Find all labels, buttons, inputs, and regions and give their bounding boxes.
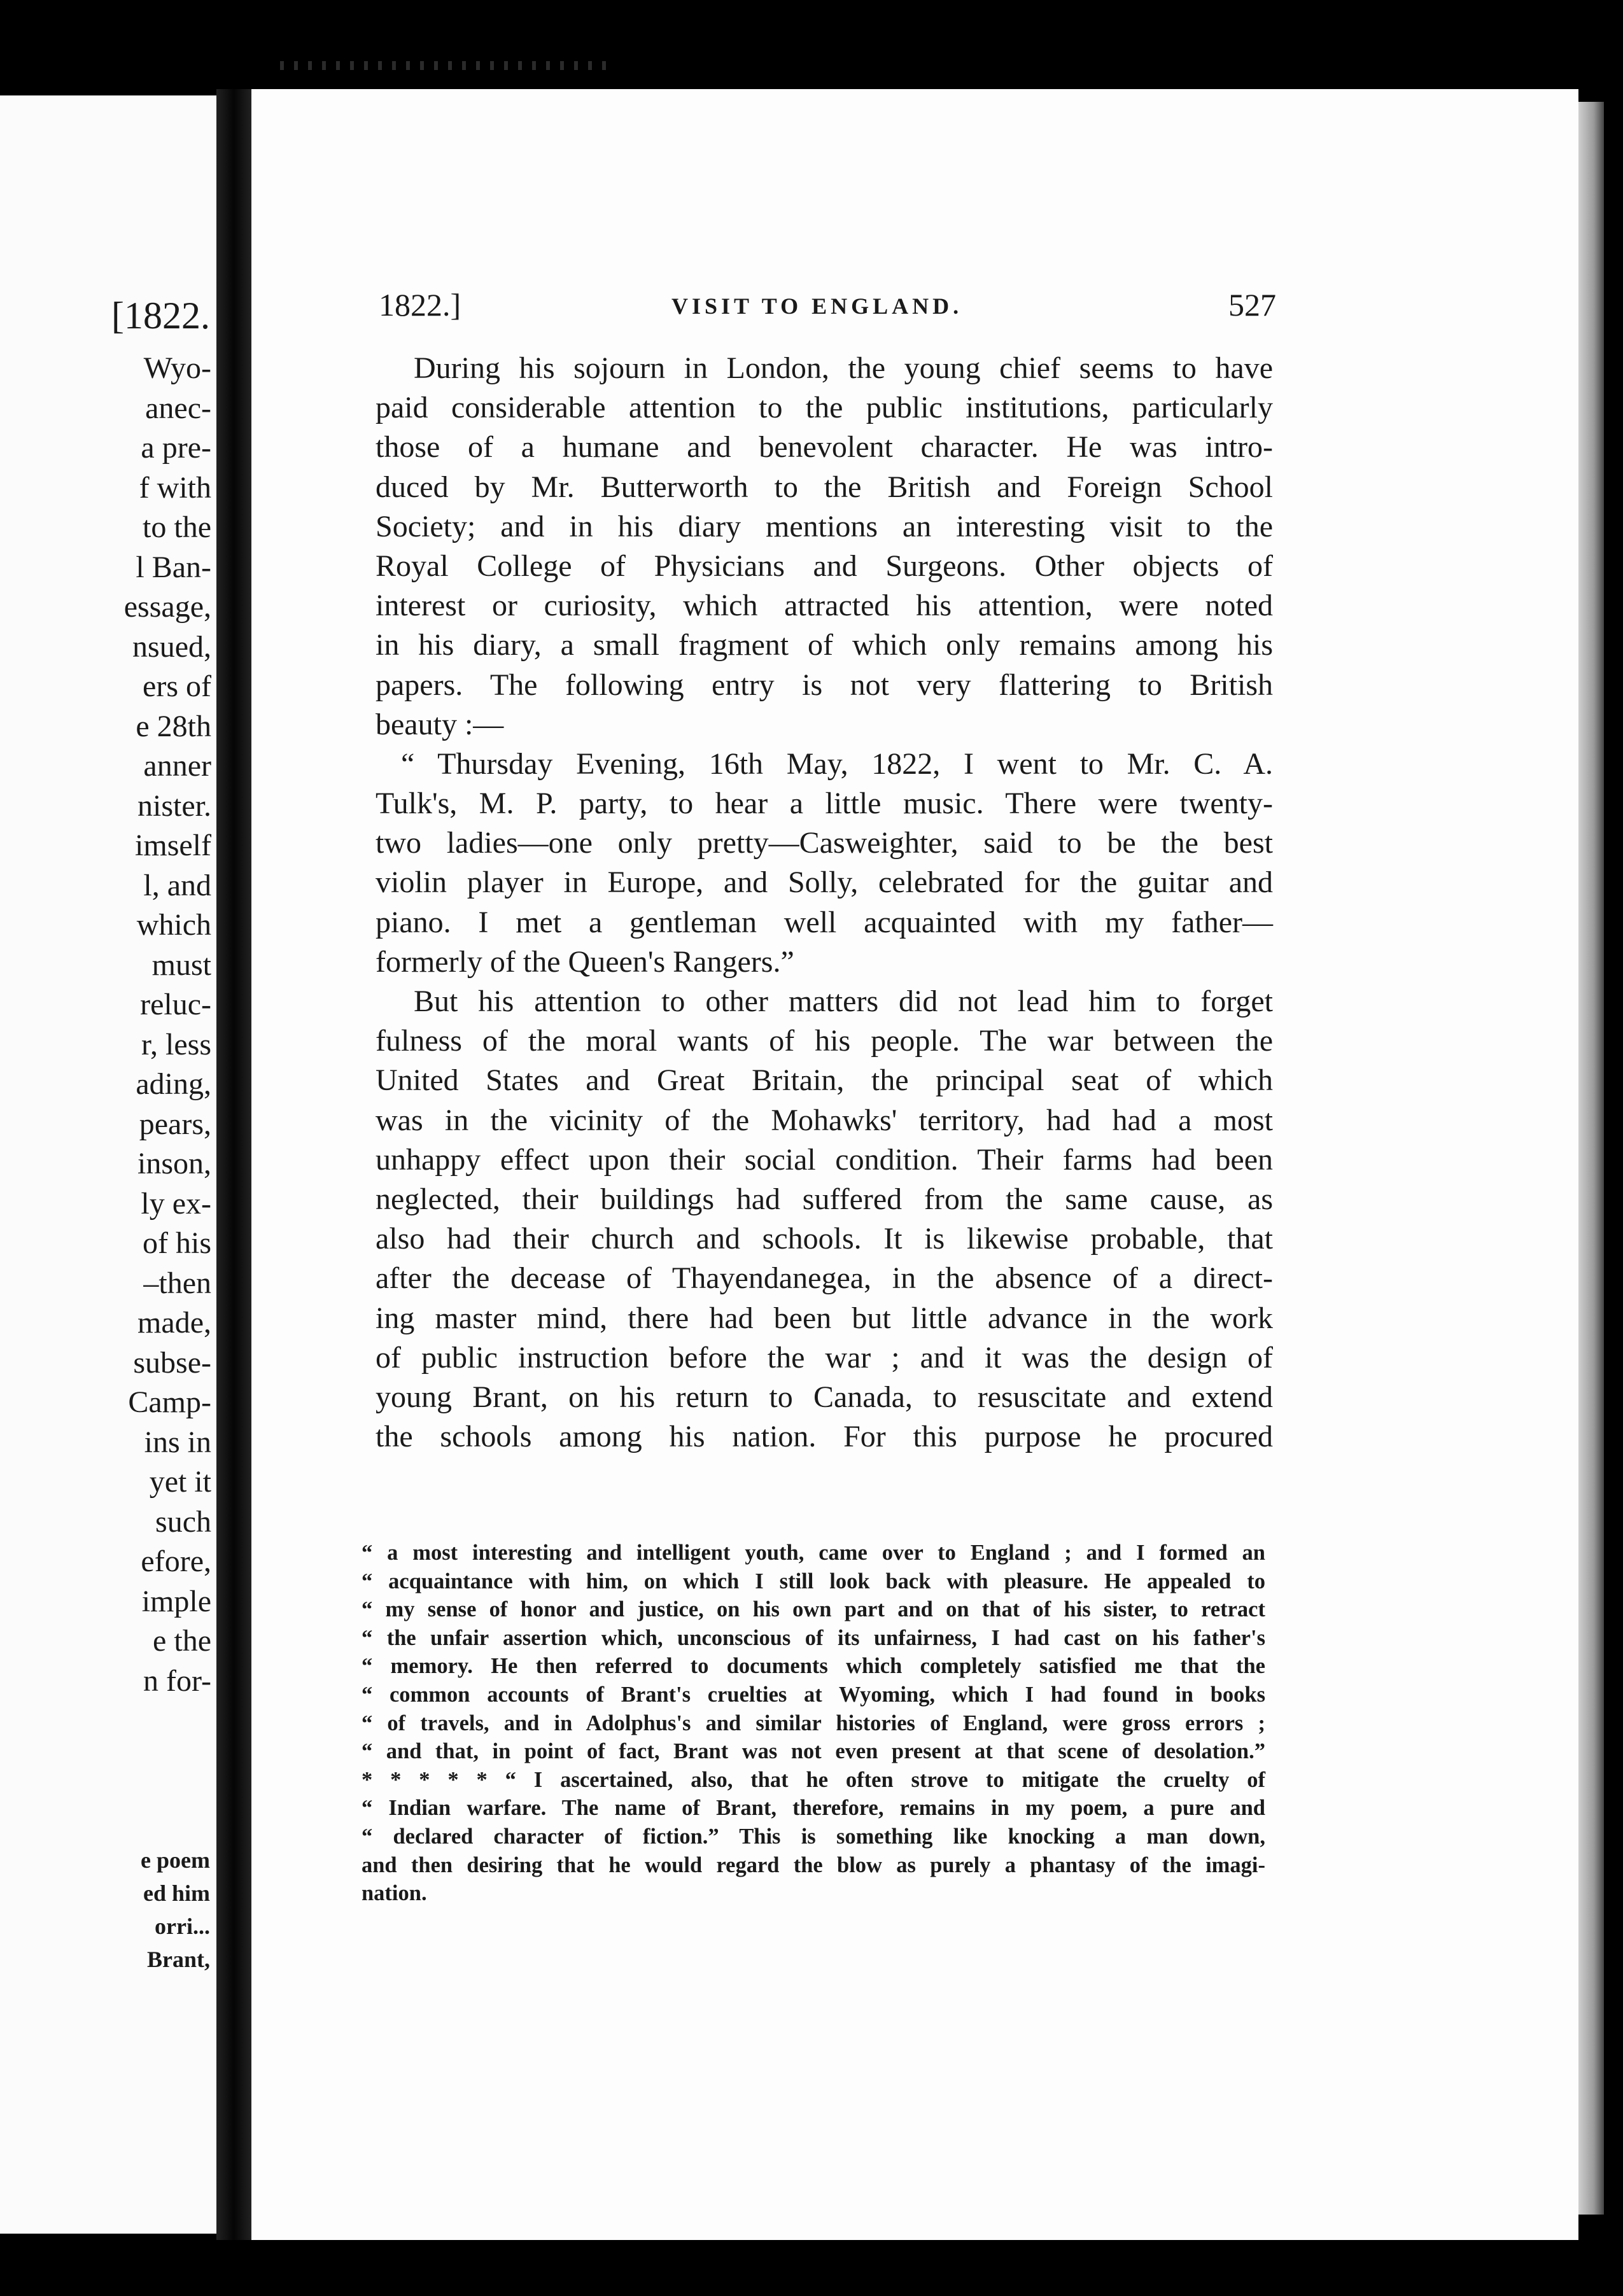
footnote-line: nation. (362, 1881, 427, 1906)
previous-page-line: which (136, 908, 211, 942)
text-line: ing master mind, there had been but little advance in the work (376, 1301, 1273, 1335)
text-line: During his sojourn in London, the young chief seems to have (414, 351, 1273, 385)
previous-page-note-line: ed him (143, 1880, 210, 1906)
footnote-line: “ and that, in point of fact, Brant was not even present at that scene of desolation.” (362, 1739, 1265, 1764)
previous-page-note-line: Brant, (147, 1947, 210, 1972)
footnote-line: * * * * * “ I ascertained, also, that he often strove to mitigate the cruelty of (362, 1767, 1265, 1792)
text-line: of public instruction before the war ; and it was the design of (376, 1340, 1273, 1375)
footnote (362, 1539, 1265, 1908)
footnote-line: “ my sense of honor and justice, on his own part and on that of his sister, to retract (362, 1597, 1265, 1622)
previous-page-line: inson, (137, 1147, 211, 1180)
footnote-line: “ memory. He then referred to documents which completely satisfied me that the (362, 1654, 1265, 1679)
previous-page-line: efore, (141, 1544, 211, 1578)
previous-page-line: made, (137, 1306, 211, 1340)
footnote-line: “ a most interesting and intelligent youth, came over to England ; and I formed an (362, 1541, 1265, 1565)
footnote-line: “ of travels, and in Adolphus's and similar histories of England, were gross errors ; (362, 1711, 1265, 1735)
previous-page-line: ly ex- (141, 1186, 211, 1221)
previous-page-line: Camp- (128, 1385, 211, 1419)
page-number: 527 (1228, 287, 1276, 323)
previous-page-line: must (151, 948, 211, 982)
previous-page-line: nsued, (132, 629, 211, 664)
previous-page-line: such (155, 1504, 211, 1539)
previous-page-line: ins in (144, 1425, 211, 1459)
text-line: Society; and in his diary mentions an interesting visit to the (376, 509, 1273, 543)
previous-page-line: to the (143, 510, 211, 544)
previous-page-line: anec- (145, 391, 211, 425)
previous-page-line: of his (143, 1226, 211, 1260)
previous-page-header: [1822. (111, 295, 210, 337)
text-line: Royal College of Physicians and Surgeons. Other objects of (376, 549, 1273, 583)
text-line: papers. The following entry is not very flattering to British (376, 668, 1273, 702)
text-line: also had their church and schools. It is likewise probable, that (376, 1222, 1273, 1256)
footnote-line: “ Indian warfare. The name of Brant, therefore, remains in my poem, a pure and (362, 1796, 1265, 1821)
body-text (376, 349, 1273, 1457)
footnote-line: “ the unfair assertion which, unconscious of its unfairness, I had cast on his father's (362, 1625, 1265, 1650)
text-line: “ Thursday Evening, 16th May, 1822, I went to Mr. C. A. (401, 746, 1273, 781)
previous-page-line: subse- (133, 1345, 211, 1380)
previous-page-line: nister. (137, 788, 211, 823)
previous-page-line: yet it (149, 1465, 211, 1499)
text-line: beauty :— (376, 707, 504, 741)
text-line: paid considerable attention to the public institutions, particularly (376, 391, 1273, 425)
text-line: those of a humane and benevolent character. He was intro- (376, 430, 1273, 465)
text-line: But his attention to other matters did not lead him to forget (414, 984, 1273, 1018)
previous-page-line: pears, (139, 1107, 211, 1141)
footnote-line: “ common accounts of Brant's cruelties at Wyoming, which I had found in books (362, 1682, 1265, 1707)
previous-page-note-line: orri... (155, 1914, 210, 1939)
text-line: Tulk's, M. P. party, to hear a little music. There were twenty- (376, 787, 1273, 821)
previous-page-line: l, and (143, 868, 211, 902)
running-head (379, 286, 1276, 337)
previous-page-line: Wyo- (143, 351, 211, 385)
text-line: neglected, their buildings had suffered from the same cause, as (376, 1182, 1273, 1216)
text-line: was in the vicinity of the Mohawks' territory, had had a most (376, 1103, 1273, 1137)
previous-page-line: imple (141, 1584, 211, 1618)
footnote-line: and then desiring that he would regard the blow as purely a phantasy of the imagi- (362, 1852, 1265, 1877)
text-line: duced by Mr. Butterworth to the British and Foreign School (376, 470, 1273, 504)
footnote-line: “ acquaintance with him, on which I still look back with pleasure. He appealed to (362, 1569, 1265, 1593)
previous-page-line: –then (143, 1266, 211, 1300)
scan-smudge (280, 61, 611, 70)
previous-page-line: e the (153, 1624, 211, 1658)
running-head-title: VISIT TO ENGLAND. (671, 293, 963, 319)
text-line: after the decease of Thayendanegea, in the absence of a direct- (376, 1261, 1273, 1296)
text-line: fulness of the moral wants of his people. The war between the (376, 1024, 1273, 1058)
running-head-year: 1822.] (379, 287, 461, 323)
previous-page-line: n for- (143, 1663, 211, 1698)
previous-page-line: a pre- (141, 431, 211, 465)
previous-page-line: anner (143, 749, 211, 783)
text-line: the schools among his nation. For this purpose he procured (376, 1420, 1273, 1454)
previous-page-edge (0, 95, 216, 2234)
text-line: violin player in Europe, and Solly, celebrated for the guitar and (376, 865, 1273, 900)
text-line: piano. I met a gentleman well acquainted with my father— (376, 905, 1273, 939)
previous-page-line: reluc- (140, 988, 211, 1021)
text-line: unhappy effect upon their social condition. Their farms had been (376, 1142, 1273, 1177)
text-line: young Brant, on his return to Canada, to resuscitate and extend (376, 1380, 1273, 1414)
footnote-line: “ declared character of fiction.” This is something like knocking a man down, (362, 1824, 1265, 1849)
previous-page-line: imself (135, 829, 211, 862)
text-line: formerly of the Queen's Rangers.” (376, 944, 794, 979)
previous-page-line: ers of (143, 669, 211, 703)
book-gutter (216, 89, 251, 2240)
previous-page-line: f with (139, 470, 211, 505)
text-line: two ladies—one only pretty—Casweighter, said to be the best (376, 826, 1273, 860)
previous-page-line: ading, (136, 1067, 211, 1101)
page-edge (1578, 102, 1604, 2215)
text-line: interest or curiosity, which attracted his attention, were noted (376, 589, 1273, 623)
previous-page-note-line: e poem (141, 1847, 210, 1873)
previous-page-line: e 28th (136, 709, 211, 743)
previous-page-line: essage, (123, 590, 211, 624)
previous-page-line: l Ban- (136, 550, 211, 584)
previous-page-line: r, less (141, 1027, 211, 1061)
text-line: in his diary, a small fragment of which only remains among his (376, 628, 1273, 662)
text-line: United States and Great Britain, the principal seat of which (376, 1063, 1273, 1098)
